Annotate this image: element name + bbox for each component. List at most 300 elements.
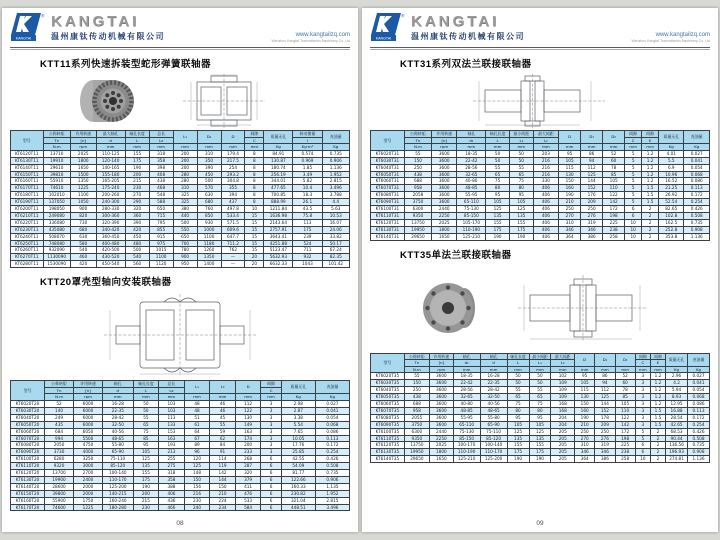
- value-cell: 65: [509, 171, 533, 178]
- value-cell: 48: [184, 400, 210, 407]
- value-cell: 175: [507, 449, 529, 456]
- value-cell: 60: [603, 157, 625, 164]
- value-cell: 1100: [70, 192, 96, 199]
- value-cell: 10: [635, 456, 650, 463]
- value-cell: 200: [125, 171, 149, 178]
- value-cell: 3750: [404, 199, 431, 206]
- table-row: [371, 150, 710, 157]
- value-cell: 65: [133, 421, 159, 428]
- value-cell: 780: [173, 247, 197, 254]
- value-cell: 193: [159, 442, 185, 449]
- value-cell: 2: [650, 442, 665, 449]
- value-cell: 310: [173, 185, 197, 192]
- value-cell: 1.2: [642, 164, 659, 171]
- value-cell: 8: [245, 164, 264, 171]
- model-cell: KT6120T31: [371, 219, 405, 226]
- column-header: C: [635, 360, 650, 367]
- column-header: 间隙: [625, 131, 642, 138]
- value-cell: 6: [261, 476, 281, 483]
- spec-table-ktt31: [370, 130, 710, 241]
- value-cell: 100-140: [480, 442, 507, 449]
- value-cell: 254: [221, 164, 245, 171]
- value-cell: 760: [197, 206, 221, 213]
- value-cell: 155: [125, 150, 149, 157]
- value-cell: 89: [184, 442, 210, 449]
- value-cell: 62: [210, 435, 236, 442]
- value-cell: 209: [581, 199, 603, 206]
- value-cell: 165-205: [96, 178, 125, 185]
- value-cell: 688: [404, 400, 429, 407]
- value-cell: 205: [551, 435, 575, 442]
- value-cell: 13750: [404, 219, 431, 226]
- column-header: 轴孔长度: [133, 381, 159, 388]
- column-header: 间隙: [642, 131, 659, 138]
- column-header: 轴孔长度: [486, 131, 510, 138]
- value-cell: 110-190: [457, 226, 486, 233]
- value-cell: 19900: [45, 476, 74, 483]
- value-cell: 155: [507, 442, 529, 449]
- column-header: 间隙: [245, 131, 264, 138]
- value-cell: 9350: [404, 435, 429, 442]
- model-cell: KT6060T20: [11, 428, 45, 435]
- value-cell: 155: [133, 470, 159, 477]
- value-cell: 112: [235, 400, 261, 407]
- table-row: [371, 428, 710, 435]
- value-cell: 1015: [149, 247, 173, 254]
- value-cell: 103: [159, 400, 185, 407]
- value-cell: 5.63: [322, 206, 349, 213]
- value-cell: 958: [404, 185, 431, 192]
- table-row: [11, 414, 350, 421]
- table-row: [371, 206, 710, 213]
- value-cell: 571.5: [221, 219, 245, 226]
- value-cell: 5.94: [666, 387, 688, 394]
- table-row: [371, 199, 710, 206]
- value-cell: 52: [615, 373, 635, 380]
- value-cell: 125: [581, 171, 603, 178]
- value-cell: 358: [149, 157, 173, 164]
- value-cell: 1043: [293, 261, 322, 268]
- value-cell: 180-280: [102, 504, 133, 511]
- model-cell: KT6160T20: [11, 497, 45, 504]
- model-cell: KT6110T20: [11, 463, 45, 470]
- value-cell: 198: [615, 435, 635, 442]
- value-cell: 1100: [149, 254, 173, 261]
- registered-mark-icon: ®: [401, 13, 405, 19]
- model-cell: KT6060T31: [371, 178, 405, 185]
- model-cell: KT6140T11: [11, 164, 44, 171]
- value-cell: 50: [486, 150, 510, 157]
- value-cell: 2: [642, 212, 659, 219]
- value-cell: 540: [70, 247, 96, 254]
- model-cell: KT6210T11: [11, 212, 44, 219]
- value-cell: 250: [404, 164, 431, 171]
- section-title-ktt20: KTT20罩壳型轴向安装联轴器: [40, 277, 172, 289]
- value-cell: 210: [575, 421, 595, 428]
- value-cell: 6: [261, 463, 281, 470]
- value-cell: 1.85: [293, 164, 322, 171]
- value-cell: 0.969: [293, 157, 322, 164]
- value-cell: 0.908: [684, 226, 710, 233]
- value-cell: 50: [529, 380, 551, 387]
- value-cell: 144: [595, 400, 615, 407]
- value-cell: 24.06: [322, 226, 349, 233]
- value-cell: 388: [159, 483, 185, 490]
- value-cell: 3643.41: [264, 233, 293, 240]
- value-cell: 67: [184, 435, 210, 442]
- value-cell: 5500: [74, 435, 103, 442]
- value-cell: 476: [235, 490, 261, 497]
- value-cell: 82.35: [322, 254, 349, 261]
- value-cell: 15: [245, 233, 264, 240]
- value-cell: 105: [615, 400, 635, 407]
- value-cell: 3: [635, 414, 650, 421]
- value-cell: 174: [235, 435, 261, 442]
- value-cell: 8: [245, 185, 264, 192]
- column-header: L: [486, 137, 510, 144]
- column-header: D₁: [197, 131, 221, 144]
- value-cell: 110-170: [102, 476, 133, 483]
- value-cell: 178: [595, 414, 615, 421]
- value-cell: 55-80: [480, 414, 507, 421]
- value-cell: 6: [635, 449, 650, 456]
- value-cell: 190: [529, 456, 551, 463]
- value-cell: 1650: [430, 456, 454, 463]
- value-cell: 688: [404, 178, 431, 185]
- column-header: mm: [635, 366, 650, 373]
- value-cell: 142: [615, 421, 635, 428]
- value-cell: 100-140: [102, 470, 133, 477]
- model-cell: KT6240T11: [11, 233, 44, 240]
- value-cell: 346: [559, 226, 581, 233]
- value-cell: 3.788: [322, 192, 349, 199]
- value-cell: 500: [197, 178, 221, 185]
- value-cell: 55: [529, 387, 551, 394]
- table-row: [11, 463, 350, 470]
- value-cell: 32-50: [480, 394, 507, 401]
- value-cell: 19950: [404, 449, 429, 456]
- value-cell: 32-65: [457, 171, 486, 178]
- value-cell: 54.09: [281, 463, 315, 470]
- value-cell: 122: [615, 414, 635, 421]
- value-cell: 711: [293, 247, 322, 254]
- column-header: 最小间距: [509, 131, 533, 138]
- value-cell: 102: [551, 373, 575, 380]
- value-cell: 96: [184, 449, 210, 456]
- value-cell: 398: [149, 164, 173, 171]
- value-cell: 200: [173, 150, 197, 157]
- value-cell: 855: [149, 226, 173, 233]
- value-cell: 198: [603, 212, 625, 219]
- value-cell: 21.25: [659, 185, 684, 192]
- value-cell: 75.8: [293, 212, 322, 219]
- table-row: [11, 400, 350, 407]
- table-row: [371, 164, 710, 171]
- value-cell: 411: [235, 483, 261, 490]
- value-cell: 180.74: [264, 164, 293, 171]
- table-row: [371, 178, 710, 185]
- value-cell: 850: [197, 212, 221, 219]
- value-cell: 39810: [43, 171, 70, 178]
- value-cell: 10: [625, 219, 642, 226]
- value-cell: 190: [133, 483, 159, 490]
- value-cell: 748080: [43, 240, 70, 247]
- column-header: Kg: [315, 394, 349, 401]
- column-header: 公称转矩: [404, 131, 431, 138]
- value-cell: 125-210: [457, 233, 486, 240]
- model-cell: KT6280T11: [11, 261, 44, 268]
- model-cell: KT6070T20: [11, 435, 45, 442]
- value-cell: 360: [125, 212, 149, 219]
- page-number: 08: [176, 520, 184, 527]
- column-header: mm: [245, 144, 264, 151]
- value-cell: 59: [210, 428, 236, 435]
- value-cell: 6000: [74, 400, 103, 407]
- table-row: [371, 233, 710, 240]
- column-header: rpm: [70, 144, 96, 151]
- value-cell: 1750: [74, 497, 103, 504]
- value-cell: 330: [533, 178, 558, 185]
- value-cell: 5: [625, 192, 642, 199]
- column-header: 质量无孔: [264, 131, 293, 144]
- value-cell: 78: [615, 387, 635, 394]
- model-cell: KT6230T11: [11, 226, 44, 233]
- value-cell: —: [221, 254, 245, 261]
- column-header: E: [642, 137, 659, 144]
- column-header: 充油量: [684, 131, 710, 144]
- value-cell: 0.041: [688, 380, 710, 387]
- table-row: [11, 185, 350, 192]
- value-cell: 1.5: [650, 421, 665, 428]
- value-cell: 216: [533, 171, 558, 178]
- value-cell: 0.068: [315, 421, 349, 428]
- table-row: [11, 483, 350, 490]
- value-cell: 81.77: [281, 470, 315, 477]
- table-row: [11, 490, 350, 497]
- brand-name: KANGTAI: [51, 13, 140, 30]
- column-header: mm: [533, 144, 558, 151]
- value-cell: 325: [173, 199, 197, 206]
- value-cell: 2: [642, 233, 659, 240]
- value-cell: 51: [184, 414, 210, 421]
- value-cell: 175: [133, 476, 159, 483]
- value-cell: 29650: [404, 233, 431, 240]
- value-cell: 250: [581, 206, 603, 213]
- value-cell: 85: [615, 394, 635, 401]
- column-header: 轴孔: [480, 353, 507, 360]
- value-cell: 175: [529, 449, 551, 456]
- value-cell: 287: [235, 463, 261, 470]
- column-header: D₂: [615, 353, 635, 366]
- value-cell: 130.87: [264, 157, 293, 164]
- value-cell: 94: [581, 157, 603, 164]
- value-cell: 3: [635, 394, 650, 401]
- value-cell: 364: [559, 233, 581, 240]
- value-cell: 28-56: [453, 387, 480, 394]
- value-cell: 3600: [432, 199, 457, 206]
- value-cell: 0.172: [315, 442, 349, 449]
- value-cell: 3: [261, 421, 281, 428]
- value-cell: 200: [173, 157, 197, 164]
- section-title-ktt11: KTT11系列快速拆装型蛇形弹簧联轴器: [40, 59, 212, 70]
- value-cell: 958: [404, 407, 429, 414]
- value-cell: 160: [575, 407, 595, 414]
- column-header: 转动惯量: [293, 131, 322, 138]
- value-cell: 293.2: [221, 171, 245, 178]
- value-cell: 3: [261, 428, 281, 435]
- ktt11-dimension-drawing: [161, 74, 287, 128]
- flange-coupling-photo: [422, 273, 482, 343]
- column-header: 质量无孔: [281, 381, 315, 394]
- value-cell: 344.01: [264, 178, 293, 185]
- value-cell: 55910: [43, 178, 70, 185]
- column-header: mm: [650, 366, 665, 373]
- value-cell: 320: [125, 206, 149, 213]
- value-cell: 2: [642, 219, 659, 226]
- value-cell: 6: [625, 206, 642, 213]
- value-cell: 215: [125, 178, 149, 185]
- column-header: mm: [235, 394, 261, 401]
- value-cell: 55: [509, 164, 533, 171]
- table-row: [11, 226, 350, 233]
- column-header: mm: [529, 366, 551, 373]
- value-cell: 135: [529, 435, 551, 442]
- value-cell: 91: [210, 449, 236, 456]
- value-cell: 135: [133, 463, 159, 470]
- value-cell: 2: [650, 456, 665, 463]
- value-cell: —: [221, 261, 245, 268]
- value-cell: 8: [245, 171, 264, 178]
- value-cell: 1.952: [315, 490, 349, 497]
- table-row: [11, 171, 350, 178]
- value-cell: 346: [575, 449, 595, 456]
- value-cell: 152: [581, 185, 603, 192]
- column-header: D: [235, 381, 261, 394]
- value-cell: 6: [261, 456, 281, 463]
- model-cell: KT6140T35: [371, 456, 405, 463]
- value-cell: 300-360: [96, 212, 125, 219]
- value-cell: 133: [159, 421, 185, 428]
- value-cell: 119: [210, 463, 236, 470]
- kangtai-logo: [10, 12, 46, 44]
- column-header: mm: [133, 394, 159, 401]
- column-header: 最大间距: [533, 131, 558, 138]
- column-header: d₁: [453, 360, 480, 367]
- value-cell: 932: [293, 254, 322, 261]
- value-cell: 0.054: [684, 164, 710, 171]
- value-cell: 468: [149, 185, 173, 192]
- table-row: [11, 428, 350, 435]
- column-header: 型号: [11, 131, 44, 151]
- value-cell: 320: [235, 470, 261, 477]
- value-cell: 160-240: [102, 497, 133, 504]
- value-cell: 2440: [430, 428, 454, 435]
- value-cell: 74610: [43, 185, 70, 192]
- value-cell: 130: [575, 394, 595, 401]
- value-cell: 255: [159, 456, 185, 463]
- value-cell: 2.08: [281, 400, 315, 407]
- value-cell: 48-65: [102, 435, 133, 442]
- value-cell: 408: [149, 171, 173, 178]
- value-cell: 1.5: [650, 407, 665, 414]
- value-cell: 85-150: [453, 435, 480, 442]
- value-cell: 122: [603, 192, 625, 199]
- company-tagline: Wenzhou Kangtai Transmission Machinery Co.,Ltd: [631, 39, 710, 43]
- value-cell: 1.2: [642, 157, 659, 164]
- value-cell: 0.054: [688, 387, 710, 394]
- model-cell: KT6090T35: [371, 421, 405, 428]
- value-cell: 67.24: [322, 247, 349, 254]
- value-cell: 240-300: [96, 199, 125, 206]
- table-row: [11, 421, 350, 428]
- value-cell: 1500: [70, 171, 96, 178]
- value-cell: 2000: [74, 483, 103, 490]
- value-cell: 65-110: [457, 199, 486, 206]
- value-cell: 28-56: [457, 164, 486, 171]
- value-cell: 210: [559, 199, 581, 206]
- value-cell: 74600: [45, 504, 74, 511]
- value-cell: 22-42: [457, 157, 486, 164]
- value-cell: 318: [149, 150, 173, 157]
- model-cell: KT6040T31: [371, 164, 405, 171]
- value-cell: 210: [210, 490, 236, 497]
- value-cell: 730: [70, 219, 96, 226]
- value-cell: 120: [184, 456, 210, 463]
- column-header: mm: [197, 144, 221, 151]
- value-cell: 1.2: [650, 380, 665, 387]
- column-header: Tn: [43, 137, 70, 144]
- value-cell: 268: [235, 456, 261, 463]
- table-row: [11, 212, 350, 219]
- page-header: [370, 12, 710, 46]
- column-header: 轴孔长度: [507, 353, 529, 360]
- value-cell: 80: [529, 407, 551, 414]
- model-cell: KT6020T31: [371, 150, 405, 157]
- column-header: mm: [486, 144, 510, 151]
- value-cell: 40-56: [480, 400, 507, 407]
- value-cell: 280: [173, 171, 197, 178]
- value-cell: 17.76: [281, 442, 315, 449]
- value-cell: 480: [125, 240, 149, 247]
- value-cell: 0.735: [684, 219, 710, 226]
- value-cell: 1260: [197, 247, 221, 254]
- value-cell: 3600: [432, 150, 457, 157]
- value-cell: 275: [159, 463, 185, 470]
- value-cell: 390: [197, 164, 221, 171]
- value-cell: 9320: [45, 463, 74, 470]
- table-row: [11, 199, 350, 206]
- column-header: d: [480, 360, 507, 367]
- value-cell: 125: [486, 206, 510, 213]
- value-cell: 28-42: [102, 414, 133, 421]
- value-cell: 524: [293, 240, 322, 247]
- model-cell: KT6090T20: [11, 449, 45, 456]
- model-cell: KT6050T35: [371, 394, 405, 401]
- value-cell: 12.95: [666, 400, 688, 407]
- value-cell: 0.027: [688, 373, 710, 380]
- value-cell: 16.07: [322, 219, 349, 226]
- value-cell: 1.2: [650, 394, 665, 401]
- value-cell: 6300: [404, 428, 429, 435]
- page-number: 09: [536, 520, 544, 527]
- value-cell: 204: [551, 421, 575, 428]
- figure-row-ktt20: [10, 290, 350, 380]
- value-cell: 109: [551, 394, 575, 401]
- value-cell: 1350: [197, 254, 221, 261]
- value-cell: 355: [221, 185, 245, 192]
- value-cell: 52: [603, 150, 625, 157]
- table-row: [371, 185, 710, 192]
